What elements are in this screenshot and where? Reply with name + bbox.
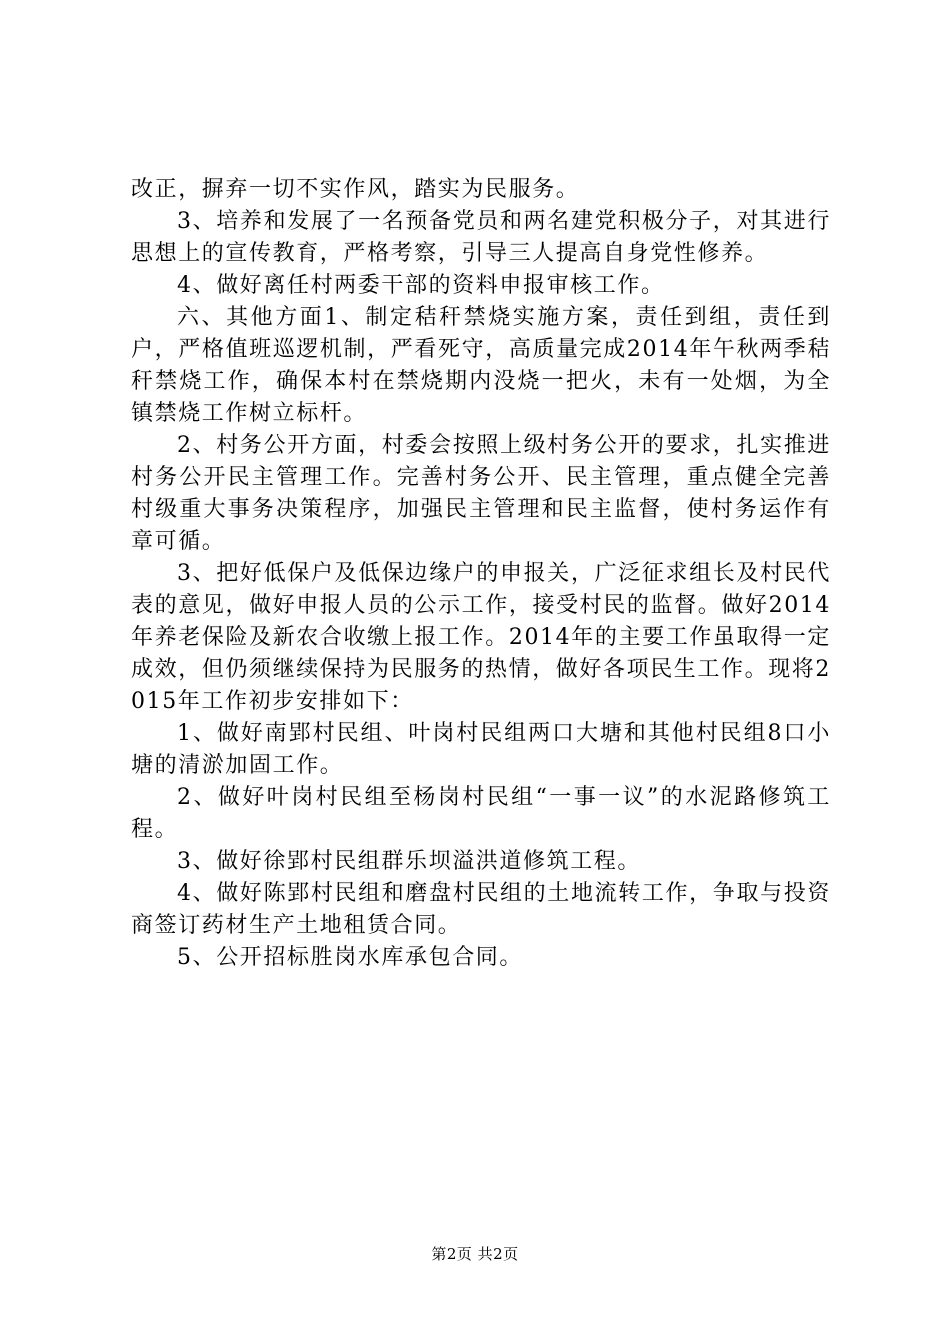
- paragraph: 改正，摒弃一切不实作风，踏实为民服务。: [131, 177, 580, 202]
- page-footer: [0, 1243, 950, 1264]
- paragraph: 5、公开招标胜岗水库承包合同。: [177, 945, 523, 970]
- paragraph: 六、其他方面1、制定秸秆禁烧实施方案，责任到组，责任到户，严格值班巡逻机制，严看死守，高质量完成2014年午秋两季秸秆禁烧工作，确保本村在禁烧期内没烧一把火，未有一处烟，为全镇禁烧工作树立标杆。: [131, 305, 831, 426]
- paragraph: 3、培养和发展了一名预备党员和两名建党积极分子，对其进行思想上的宣传教育，严格考察，引导三人提高自身党性修养。: [131, 209, 831, 266]
- page-number: 第2页 共2页: [431, 1245, 519, 1263]
- paragraph: 3、把好低保户及低保边缘户的申报关，广泛征求组长及村民代表的意见，做好申报人员的公示工作，接受村民的监督。做好2014年养老保险及新农合收缴上报工作。2014年的主要工作虽取得一定成效，但仍须继续保持为民服务的热情，做好各项民生工作。现将2015年工作初步安排如下：: [131, 561, 831, 714]
- paragraph: 1、做好南郢村民组、叶岗村民组两口大塘和其他村民组8口小塘的清淤加固工作。: [131, 721, 831, 778]
- paragraph: 2、做好叶岗村民组至杨岗村民组“一事一议”的水泥路修筑工程。: [131, 785, 831, 842]
- document-body: [131, 174, 831, 974]
- paragraph: 4、做好离任村两委干部的资料申报审核工作。: [177, 273, 665, 298]
- paragraph: 3、做好徐郢村民组群乐坝溢洪道修筑工程。: [177, 849, 641, 874]
- paragraph: 2、村务公开方面，村委会按照上级村务公开的要求，扎实推进村务公开民主管理工作。完善村务公开、民主管理，重点健全完善村级重大事务决策程序，加强民主管理和民主监督，使村务运作有章可循。: [131, 433, 831, 554]
- paragraph: 4、做好陈郢村民组和磨盘村民组的土地流转工作，争取与投资商签订药材生产土地租赁合同。: [131, 881, 831, 938]
